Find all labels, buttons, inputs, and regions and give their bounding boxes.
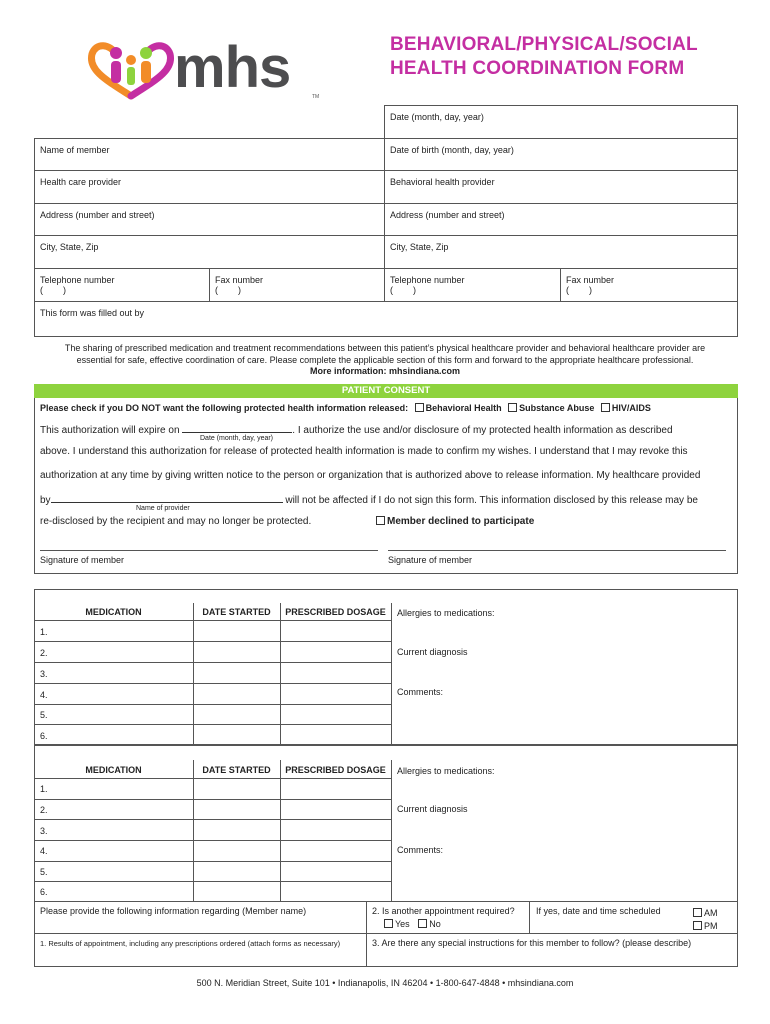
- physical-col-date-started: DATE STARTED: [202, 607, 271, 617]
- behavioral-col-medication: MEDICATION: [85, 765, 142, 775]
- telephone-left-field[interactable]: [40, 275, 115, 295]
- date-field[interactable]: Date (month, day, year): [390, 112, 484, 122]
- physical-med-log-label: Medication log attached: [614, 590, 723, 601]
- behavioral-med-log-label: Medication log attached: [614, 747, 723, 758]
- behavioral-allergies-field[interactable]: Allergies to medications:: [397, 766, 495, 776]
- yes-label: Yes: [395, 919, 410, 929]
- physical-med-log: [602, 589, 722, 603]
- member-info-grid: [34, 105, 738, 337]
- trademark: TM: [312, 94, 320, 100]
- logo-text: mhs: [174, 35, 291, 100]
- fax-left-label: Fax number: [215, 275, 264, 285]
- physical-row-2[interactable]: 2.: [40, 648, 48, 658]
- substance-abuse-checkbox[interactable]: [508, 403, 517, 412]
- filled-by-field[interactable]: This form was filled out by: [40, 308, 145, 318]
- expire-line: [40, 423, 673, 436]
- substance-abuse-label: Substance Abuse: [519, 403, 595, 413]
- signature-left-line[interactable]: [40, 550, 378, 551]
- special-instructions-field[interactable]: 3. Are there any special instructions for this member to follow? (please describe): [372, 938, 692, 948]
- physical-row-3[interactable]: 3.: [40, 669, 48, 679]
- telephone-left-label: Telephone number: [40, 275, 115, 285]
- patient-consent-header: PATIENT CONSENT: [34, 384, 738, 398]
- pm-label: PM: [704, 921, 718, 931]
- behavioral-comments-field[interactable]: Comments:: [397, 845, 444, 855]
- hiv-aids-label: HIV/AIDS: [611, 403, 651, 413]
- signature-left-label: Signature of member: [40, 555, 125, 565]
- pm-checkbox[interactable]: [693, 921, 702, 930]
- behavioral-provider-field[interactable]: Behavioral health provider: [390, 177, 495, 187]
- member-declined-checkbox[interactable]: [376, 516, 385, 525]
- provider-name-input[interactable]: [51, 493, 283, 503]
- behavioral-row-5[interactable]: 5.: [40, 867, 48, 877]
- intro-line2: essential for safe, effective coordination of care. Please complete the applicable section of this form and forward to the appropriate healthcare professional.: [76, 354, 694, 365]
- by-text: by: [40, 495, 51, 506]
- consent-para2: above. I understand this authorization for release of protected health information is made to confirm my wishes. I understand that I may revoke this: [40, 446, 688, 457]
- another-appointment-question: [372, 906, 515, 929]
- footer-address: 500 N. Meridian Street, Suite 101 • Indianapolis, IN 46204 • 1-800-647-4848 • mhsindiana.com: [196, 978, 574, 988]
- physical-row-1[interactable]: 1.: [40, 627, 48, 637]
- behavioral-row-6[interactable]: 6.: [40, 887, 48, 897]
- am-checkbox[interactable]: [693, 908, 702, 917]
- consent-para4: will not be affected if I do not sign this form. This information disclosed by this release may be: [285, 495, 698, 506]
- behavioral-row-3[interactable]: 3.: [40, 826, 48, 836]
- am-label: AM: [704, 908, 718, 918]
- physical-row-4[interactable]: 4.: [40, 690, 48, 700]
- authorize-text: . I authorize the use and/or disclosure of my protected health information as described: [292, 425, 673, 436]
- behavioral-col-dosage: PRESCRIBED DOSAGE: [285, 765, 386, 775]
- address-left-field[interactable]: Address (number and street): [40, 210, 155, 220]
- health-care-provider-field[interactable]: Health care provider: [40, 177, 122, 187]
- physical-diagnosis-field[interactable]: Current diagnosis: [397, 647, 468, 657]
- behavioral-row-1[interactable]: 1.: [40, 784, 48, 794]
- fax-right-field[interactable]: [566, 275, 614, 295]
- behavioral-med-log: [602, 746, 722, 760]
- dob-field[interactable]: Date of birth (month, day, year): [390, 145, 514, 155]
- expire-text: This authorization will expire on: [40, 425, 180, 436]
- family-icon: [86, 40, 176, 100]
- behavioral-row-2[interactable]: 2.: [40, 805, 48, 815]
- intro-text: [24, 343, 746, 378]
- consent-check-prompt: Please check if you DO NOT want the following protected health information released:: [40, 403, 409, 413]
- appointment-options: [384, 919, 515, 929]
- behavioral-health-checkbox[interactable]: [415, 403, 424, 412]
- form-title-line1: BEHAVIORAL/PHYSICAL/SOCIAL: [390, 34, 698, 55]
- no-label: No: [429, 919, 441, 929]
- city-right-field[interactable]: City, State, Zip: [390, 242, 449, 252]
- physical-section-title: PHYSICAL HEALTH CARE PROFESSIONAL TO COMPLETE THE FOLLOWING: [197, 590, 546, 601]
- physical-col-medication: MEDICATION: [85, 607, 142, 617]
- behavioral-diagnosis-field[interactable]: Current diagnosis: [397, 804, 468, 814]
- intro-line1: The sharing of prescribed medication and treatment recommendations between this patient’s physical healthcare provider and behavioral healthcare provider are: [64, 343, 706, 353]
- member-declined-label: Member declined to participate: [387, 516, 535, 527]
- fax-right-label: Fax number: [566, 275, 615, 285]
- behavioral-section-title: BEHAVIORAL HEALTH PROVIDER TO COMPLETE THE FOLLOWING: [220, 747, 529, 758]
- physical-comments-field[interactable]: Comments:: [397, 687, 444, 697]
- results-of-appointment-field[interactable]: 1. Results of appointment, including any prescriptions ordered (attach forms as necessary): [40, 939, 341, 948]
- member-name-request[interactable]: Please provide the following information regarding (Member name): [40, 906, 307, 916]
- telephone-left-paren: ( ): [40, 285, 66, 295]
- city-left-field[interactable]: City, State, Zip: [40, 242, 99, 252]
- physical-row-5[interactable]: 5.: [40, 710, 48, 720]
- date-time-scheduled-field[interactable]: If yes, date and time scheduled: [536, 906, 661, 916]
- telephone-right-field[interactable]: [390, 275, 465, 295]
- physical-col-dosage: PRESCRIBED DOSAGE: [285, 607, 386, 617]
- more-info-link[interactable]: More information: mhsindiana.com: [309, 366, 460, 376]
- signature-right-label: Signature of member: [388, 555, 473, 565]
- member-name-field[interactable]: Name of member: [40, 145, 110, 155]
- am-pm-options: [693, 907, 718, 933]
- behavioral-row-4[interactable]: 4.: [40, 846, 48, 856]
- another-appointment-label: 2. Is another appointment required?: [372, 906, 515, 916]
- physical-allergies-field[interactable]: Allergies to medications:: [397, 608, 495, 618]
- expiry-date-input[interactable]: [182, 423, 292, 433]
- expiry-date-caption: Date (month, day, year): [200, 435, 274, 442]
- member-declined-row: [376, 516, 534, 527]
- fax-right-paren: ( ): [566, 285, 592, 295]
- fax-left-field[interactable]: [215, 275, 263, 295]
- form-title: [390, 33, 698, 81]
- fax-left-paren: ( ): [215, 285, 241, 295]
- no-checkbox[interactable]: [418, 919, 427, 928]
- consent-check-row: [40, 403, 651, 413]
- behavioral-health-label: Behavioral Health: [425, 403, 502, 413]
- address-right-field[interactable]: Address (number and street): [390, 210, 505, 220]
- provider-name-caption: Name of provider: [136, 505, 190, 512]
- behavioral-col-date-started: DATE STARTED: [202, 765, 271, 775]
- yes-checkbox[interactable]: [384, 919, 393, 928]
- mhs-logo: [86, 35, 326, 104]
- form-title-line2: HEALTH COORDINATION FORM: [390, 58, 685, 79]
- consent-para5: re-disclosed by the recipient and may no longer be protected.: [40, 516, 312, 527]
- signature-right-line[interactable]: [388, 550, 726, 551]
- behavioral-med-log-checkbox[interactable]: [602, 747, 611, 756]
- physical-row-6[interactable]: 6.: [40, 731, 48, 741]
- consent-para3: authorization at any time by giving written notice to the person or organization that is authorized above to release information. My healthcare provided: [40, 470, 701, 481]
- telephone-right-paren: ( ): [390, 285, 416, 295]
- physical-med-log-checkbox[interactable]: [602, 590, 611, 599]
- hiv-aids-checkbox[interactable]: [601, 403, 610, 412]
- telephone-right-label: Telephone number: [390, 275, 465, 285]
